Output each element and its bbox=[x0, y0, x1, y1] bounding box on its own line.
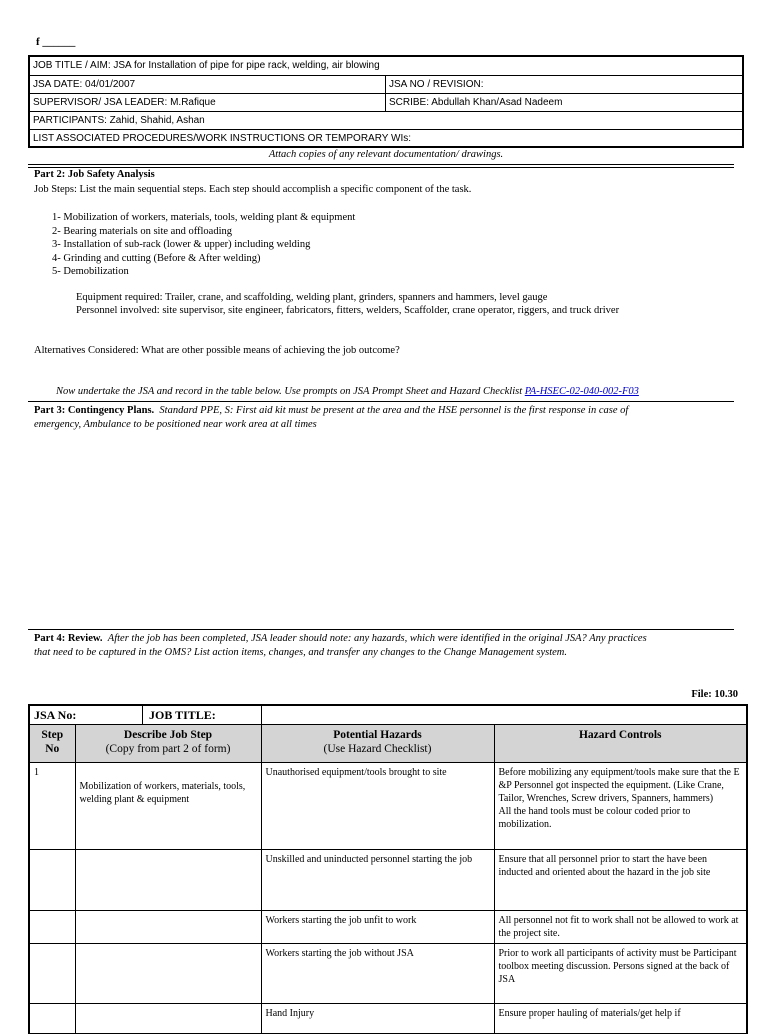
job-steps-intro: Job Steps: List the main sequential steps. Each step should accomplish a specific component of the task. bbox=[34, 184, 472, 195]
job-title-label: JOB TITLE: bbox=[149, 708, 216, 722]
divider bbox=[28, 164, 734, 165]
undertake-note bbox=[56, 386, 639, 397]
jsa-no-revision: JSA NO / REVISION: bbox=[389, 79, 484, 90]
procedures-row: LIST ASSOCIATED PROCEDURES/WORK INSTRUCTIONS OR TEMPORARY WIs: bbox=[30, 129, 742, 147]
step-description bbox=[75, 850, 261, 911]
supervisor: SUPERVISOR/ JSA LEADER: M.Rafique bbox=[33, 97, 216, 108]
part4-section bbox=[34, 632, 740, 659]
divider bbox=[28, 167, 734, 168]
part4-text: After the job has been completed, JSA leader should note: any hazards, which were identified in the original JSA? Any practices bbox=[107, 633, 647, 644]
jsa-no-label: JSA No: bbox=[30, 706, 143, 724]
col-controls: Hazard Controls bbox=[494, 725, 747, 763]
step-no bbox=[29, 944, 75, 1004]
step-description bbox=[75, 1004, 261, 1034]
table-row bbox=[29, 911, 747, 944]
part4-title: Part 4: Review. bbox=[34, 633, 103, 644]
step-no: 1 bbox=[29, 763, 75, 850]
col-step: Step No bbox=[29, 725, 75, 763]
supervisor-row bbox=[30, 93, 742, 111]
scribe: SCRIBE: Abdullah Khan/Asad Nadeem bbox=[389, 97, 563, 108]
part2-title: Part 2: Job Safety Analysis bbox=[34, 169, 155, 180]
step-no bbox=[29, 1004, 75, 1034]
date-row bbox=[30, 75, 742, 93]
jsa-date: JSA DATE: 04/01/2007 bbox=[33, 79, 136, 90]
step-no bbox=[29, 850, 75, 911]
table-row bbox=[29, 850, 747, 911]
part3-title: Part 3: Contingency Plans. bbox=[34, 405, 155, 416]
alternatives-considered: Alternatives Considered: What are other possible means of achieving the job outcome? bbox=[34, 345, 400, 356]
control: Ensure that all personnel prior to start the have been inducted and oriented about the hazard in the job site bbox=[494, 850, 747, 911]
job-step: 1- Mobilization of workers, materials, tools, welding plant & equipment bbox=[52, 212, 356, 223]
jsa-no-cell bbox=[29, 705, 261, 725]
control: Prior to work all participants of activity must be Participant toolbox meeting discussion. Persons signed at the back of JSA bbox=[494, 944, 747, 1004]
control: Ensure proper hauling of materials/get help if bbox=[494, 1004, 747, 1034]
step-description bbox=[75, 911, 261, 944]
step-description: Mobilization of workers, materials, tools, welding plant & equipment bbox=[75, 763, 261, 850]
col-hazards: Potential Hazards (Use Hazard Checklist) bbox=[261, 725, 494, 763]
job-steps-list bbox=[52, 211, 355, 279]
hazard: Workers starting the job without JSA bbox=[261, 944, 494, 1004]
job-title-row: JOB TITLE / AIM: JSA for Installation of pipe for pipe rack, welding, air blowing bbox=[33, 60, 380, 71]
hazard: Unauthorised equipment/tools brought to site bbox=[261, 763, 494, 850]
file-reference: File: 10.30 bbox=[691, 689, 738, 700]
personnel-involved: Personnel involved: site supervisor, site engineer, fabricators, fitters, welders, Scaffolder, crane operator, riggers, and truck driver bbox=[76, 305, 620, 316]
col-describe: Describe Job Step (Copy from part 2 of form) bbox=[75, 725, 261, 763]
part4-text: that need to be captured in the OMS? List action items, changes, and transfer any changes to the Change Management system. bbox=[34, 646, 567, 658]
part3-section bbox=[34, 404, 740, 431]
undertake-text: Now undertake the JSA and record in the table below. Use prompts on JSA Prompt Sheet and Hazard Checklist bbox=[56, 386, 525, 397]
table-row bbox=[29, 1004, 747, 1034]
step-description bbox=[75, 944, 261, 1004]
job-step: 5- Demobilization bbox=[52, 266, 129, 277]
attach-note: Attach copies of any relevant documentation/ drawings. bbox=[268, 149, 504, 160]
job-step: 3- Installation of sub-rack (lower & upper) including welding bbox=[52, 239, 311, 250]
control: Before mobilizing any equipment/tools make sure that the E &P Personnel got inspected the equipment. (Like Crane, Tailor, Wrenches, Screw drivers, Spanners, hammers) All the hand tools must be colour coded prior to mobilization. bbox=[494, 763, 747, 850]
participants-row: PARTICIPANTS: Zahid, Shahid, Ashan bbox=[30, 111, 742, 129]
table-header-row bbox=[29, 725, 747, 763]
table-row bbox=[29, 944, 747, 1004]
control: All personnel not fit to work shall not be allowed to work at the project site. bbox=[494, 911, 747, 944]
hazard: Unskilled and uninducted personnel starting the job bbox=[261, 850, 494, 911]
divider bbox=[28, 629, 734, 630]
part3-text: emergency, Ambulance to be positioned near work area at all times bbox=[34, 418, 317, 430]
job-step: 2- Bearing materials on site and offloading bbox=[52, 225, 233, 237]
hazard: Hand Injury bbox=[261, 1004, 494, 1034]
table-row bbox=[29, 763, 747, 850]
divider bbox=[28, 401, 734, 402]
hazard: Workers starting the job unfit to work bbox=[261, 911, 494, 944]
job-step: 4- Grinding and cutting (Before & After welding) bbox=[52, 252, 261, 264]
table-title-row bbox=[29, 705, 747, 725]
form-mark: f ______ bbox=[36, 36, 76, 48]
title-blank bbox=[261, 705, 747, 725]
step-no bbox=[29, 911, 75, 944]
part3-text: Standard PPE, S: First aid kit must be present at the area and the HSE personnel is the first response in case of bbox=[159, 405, 629, 416]
jsa-header-box bbox=[28, 55, 744, 148]
jsa-table bbox=[28, 704, 748, 1034]
hazard-checklist-link[interactable]: PA-HSEC-02-040-002-F03 bbox=[524, 386, 639, 397]
equipment-required: Equipment required: Trailer, crane, and scaffolding, welding plant, grinders, spanners and hammers, level gauge bbox=[76, 292, 548, 303]
